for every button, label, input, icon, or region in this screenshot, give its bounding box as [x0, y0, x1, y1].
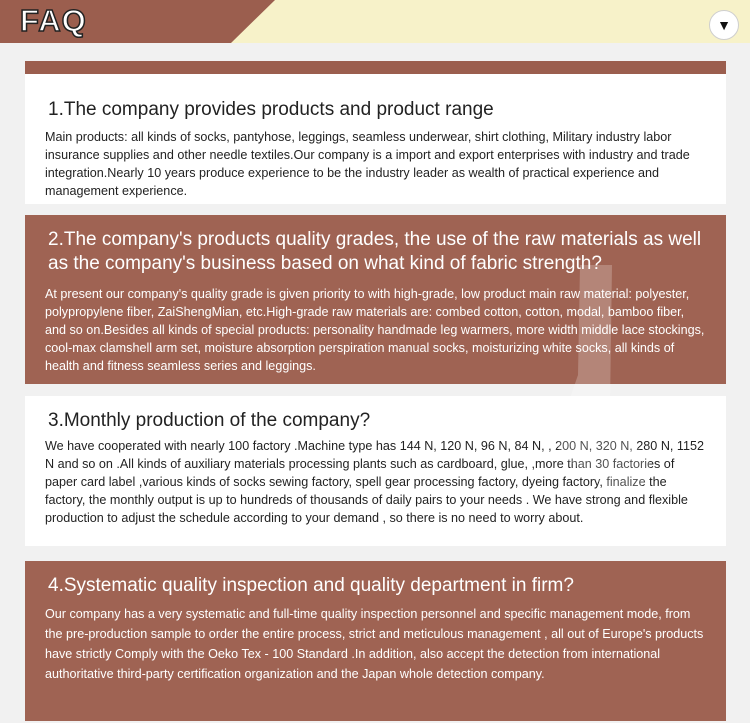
faq-item-products [25, 74, 726, 204]
faq-question: 2.The company's products quality grades, the use of the raw materials as well as the company's business based on what kind of fabric strength? [48, 229, 702, 274]
faq-question: 4.Systematic quality inspection and quality department in firm? [48, 575, 574, 596]
faq-header [0, 0, 750, 43]
faq-answer: We have cooperated with nearly 100 factory .Machine type has 144 N, 120 N, 96 N, 84 N, , 200 N, 320 N, 280 N, 1152 N and so on .All kinds of auxiliary materials processing plants such as cardboard, glue, ,more than 30 factories of paper card label ,various kinds of socks sewing factory, spell gear processing factory, dyeing factory, finalize the factory, the monthly output is up to hundreds of thousands of daily pairs to your needs . We have strong and flexible production to adjust the schedule according to your demand , so there is no need to worry about. [45, 439, 704, 525]
faq-answer: Our company has a very systematic and full-time quality inspection personnel and specific management mode, from the pre-production sample to order the entire process, strict and meticulous management , all out of Europe's products have strictly Comply with the Oeko Tex - 100 Standard .In addition, also accept the detection from international authoritative third-party certification organization and the Japan whole detection company. [45, 607, 704, 681]
faq-item-monthly-production [25, 396, 726, 546]
faq-answer: Main products: all kinds of socks, pantyhose, leggings, seamless underwear, shirt clothing, Military industry labor insurance supplies and other needle textiles.Our company is a import and export enterprises with industry and trade integration.Nearly 10 years produce experience to be the industry leader as wealth of practical experience and management experience. [45, 130, 690, 198]
faq-item-quality-inspection [25, 561, 726, 721]
faq-question: 1.The company provides products and product range [48, 99, 494, 120]
page-title: FAQ [20, 3, 87, 38]
faq-top-divider [25, 61, 726, 74]
faq-item-quality-grades [25, 215, 726, 384]
chevron-down-icon[interactable]: ▼ [709, 10, 739, 40]
faq-answer: At present our company's quality grade is given priority to with high-grade, low product main raw material: polyester, polypropylene fiber, ZaiShengMian, etc.High-grade raw materials are: combed cotton, cotton, modal, bamboo fiber, and so on.Besides all kinds of special products: personality handmade leg warmers, more width middle lace stockings, cool-max clamshell arm set, moisture absorption perspiration manual socks, moisturizing white socks, all kinds of health and fitness seamless series and leggings. [45, 287, 705, 373]
faq-question: 3.Monthly production of the company? [48, 410, 371, 431]
